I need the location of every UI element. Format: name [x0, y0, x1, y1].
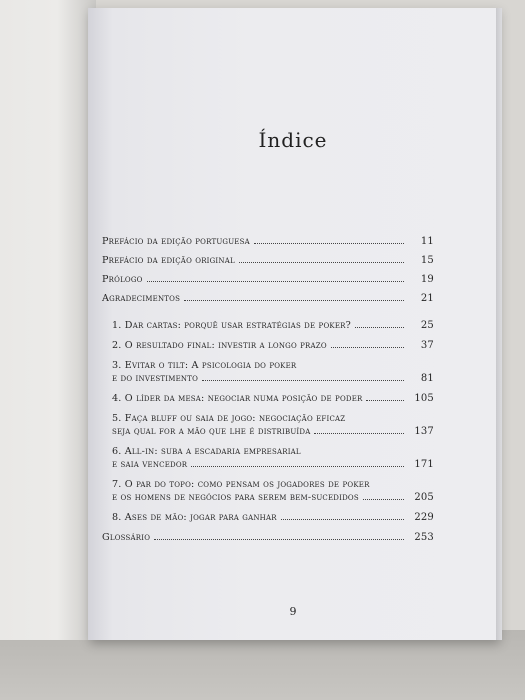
toc-entry-first-line: 5. Faça bluff ou saia de jogo: negociação eficaz [112, 413, 346, 424]
toc-entry-label: Agradecimentos [102, 293, 181, 304]
page-title: Índice [258, 128, 328, 152]
leader-dots [331, 347, 404, 348]
toc-entry [102, 340, 434, 351]
book-page [88, 8, 498, 640]
toc-entry [102, 236, 434, 247]
toc-entry [102, 274, 434, 285]
toc-entry-label: 4. O líder da mesa: negociar numa posição de poder [112, 393, 363, 404]
toc-entry [102, 320, 434, 331]
toc-entry-label: Prólogo [102, 274, 143, 285]
toc-entry-label: Glossário [102, 532, 151, 543]
toc-entry-label: e saia vencedor [112, 459, 188, 470]
toc-entry-page: 11 [420, 236, 434, 247]
leader-dots [202, 380, 404, 381]
leader-dots [355, 327, 404, 328]
toc-entry-label: 1. Dar cartas: porquê usar estratégias de poker? [112, 320, 351, 331]
toc-entry [102, 255, 434, 266]
table-surface [0, 630, 525, 700]
leader-dots [239, 262, 404, 263]
toc-entry-page: 105 [414, 393, 434, 404]
toc-entry-first-line: 6. All-in: suba a escadaria empresarial [112, 446, 301, 457]
toc-entry-label: e do investimento [112, 373, 199, 384]
toc-entry [102, 492, 434, 503]
toc-entry-first-line: 7. O par do topo: como pensam os jogadores de poker [112, 479, 370, 490]
toc-entry [102, 512, 434, 523]
toc-entry-page: 137 [414, 426, 434, 437]
toc-entry-label: 8. Ases de mão: jogar para ganhar [112, 512, 277, 523]
toc-entry-page: 37 [420, 340, 434, 351]
leader-dots [363, 499, 404, 500]
toc-entry-label: 2. O resultado final: investir a longo prazo [112, 340, 327, 351]
leader-dots [254, 243, 404, 244]
toc-entry [102, 426, 434, 437]
toc-entry-page: 19 [420, 274, 434, 285]
toc-entry-page: 21 [420, 293, 434, 304]
toc-entry-page: 253 [414, 532, 434, 543]
toc-entry-page: 171 [414, 459, 434, 470]
leader-dots [366, 400, 404, 401]
toc-entry [102, 459, 434, 470]
toc-entry-label: seja qual for a mão que lhe é distribuída [112, 426, 311, 437]
toc-entry [102, 393, 434, 404]
toc-entry-page: 229 [414, 512, 434, 523]
toc-entry-page: 15 [420, 255, 434, 266]
toc-entry [102, 373, 434, 384]
toc-entry-label: e os homens de negócios para serem bem-sucedidos [112, 492, 359, 503]
page-edge [496, 8, 502, 640]
toc-entry-page: 25 [420, 320, 434, 331]
toc-entry [102, 293, 434, 304]
toc-entry [102, 532, 434, 543]
page-number: 9 [289, 605, 297, 618]
leader-dots [147, 281, 404, 282]
left-page [0, 0, 96, 640]
toc-entry-first-line: 3. Evitar o tilt: A psicologia do poker [112, 360, 297, 371]
leader-dots [184, 300, 404, 301]
leader-dots [154, 539, 404, 540]
toc-entry-page: 205 [414, 492, 434, 503]
leader-dots [314, 433, 404, 434]
toc-entry-label: Prefácio da edição original [102, 255, 235, 266]
leader-dots [191, 466, 404, 467]
toc-entry-page: 81 [420, 373, 434, 384]
leader-dots [281, 519, 404, 520]
table-of-contents [102, 236, 434, 543]
toc-entry-label: Prefácio da edição portuguesa [102, 236, 250, 247]
